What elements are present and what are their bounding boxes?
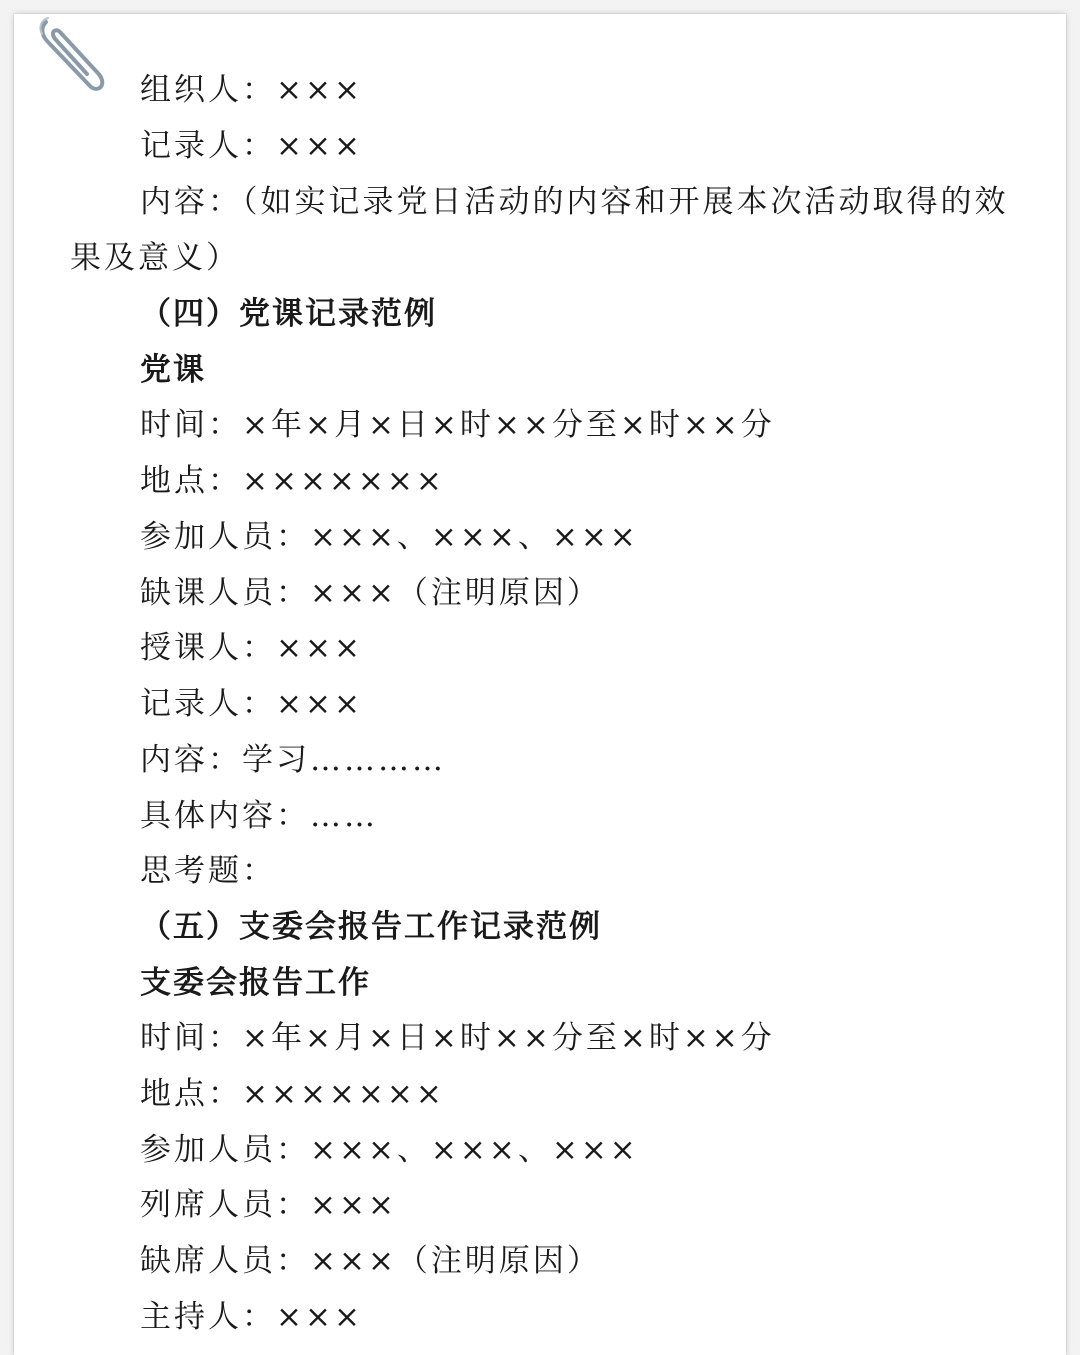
recorder-line: 记录人：××× [140, 128, 363, 164]
subheading-party-lecture: 党课 [140, 352, 206, 388]
host-line: 主持人：××× [140, 1299, 363, 1335]
absentees-line: 缺课人员：×××（注明原因） [140, 575, 601, 611]
section-heading-4: （四）党课记录范例 [140, 296, 437, 332]
time-line: 时间：×年×月×日×时××分至×时××分 [140, 407, 775, 443]
lecturer-line: 授课人：××× [140, 630, 363, 666]
content-study-line: 内容：学习………… [140, 742, 446, 778]
section-heading-5: （五）支委会报告工作记录范例 [140, 909, 602, 945]
attendees-line: 参加人员：×××、×××、××× [140, 519, 639, 555]
discussion-questions-line: 思考题： [140, 853, 276, 889]
content-line-continued: 果及意义） [70, 240, 240, 276]
content-line: 内容：（如实记录党日活动的内容和开展本次活动取得的效 [140, 184, 1009, 220]
time-line-2: 时间：×年×月×日×时××分至×时××分 [140, 1020, 775, 1056]
paperclip-icon [32, 14, 112, 104]
observers-line: 列席人员：××× [140, 1187, 397, 1223]
organizer-line: 组织人：××× [140, 72, 363, 108]
document-page [14, 14, 1066, 1355]
recorder-line-2: 记录人：××× [140, 686, 363, 722]
specific-content-line: 具体内容：…… [140, 798, 378, 834]
location-line: 地点：××××××× [140, 463, 445, 499]
absentees-line-2: 缺席人员：×××（注明原因） [140, 1243, 601, 1279]
subheading-committee-report: 支委会报告工作 [140, 965, 371, 1001]
attendees-line-2: 参加人员：×××、×××、××× [140, 1132, 639, 1168]
location-line-2: 地点：××××××× [140, 1076, 445, 1112]
